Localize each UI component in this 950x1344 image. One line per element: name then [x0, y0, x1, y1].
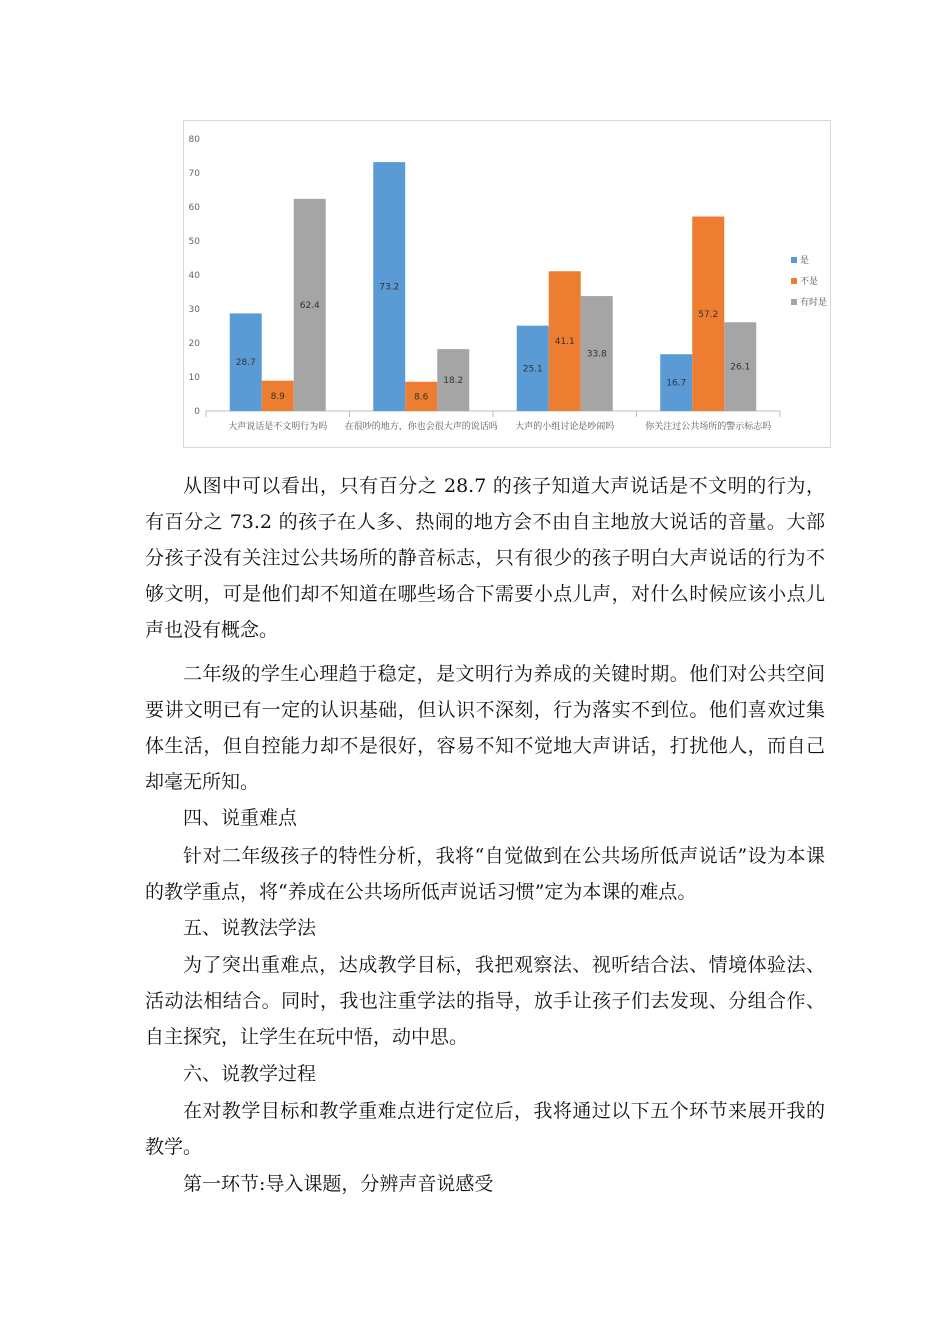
y-tick-label: 80 — [188, 135, 200, 145]
data-label: 73.2 — [379, 282, 400, 293]
data-label: 26.1 — [730, 362, 751, 373]
data-label: 57.2 — [698, 309, 719, 320]
y-tick-label: 40 — [188, 271, 200, 281]
y-tick-label: 20 — [188, 339, 200, 349]
data-label: 8.9 — [270, 391, 285, 402]
heading-teaching-methods: 五、说教法学法 — [183, 917, 317, 939]
paragraph-student-analysis: 二年级的学生心理趋于稳定，是文明行为养成的关键时期。他们对公共空间要讲文明已有一定的认识基础，但认识不深刻，行为落实不到位。他们喜欢过集体生活，但自控能力却不是很好，容易不知不觉地大声讲话，打扰他人，而自己却毫无所知。 — [145, 663, 825, 793]
heading-teaching-process: 六、说教学过程 — [183, 1063, 317, 1085]
paragraph-teaching-methods: 为了突出重难点，达成教学目标，我把观察法、视听结合法、情境体验法、活动法相结合。同时，我也注重学法的指导，放手让孩子们去发现、分组合作、自主探究，让学生在玩中悟，动中思。 — [145, 954, 825, 1048]
data-label: 28.7 — [235, 358, 256, 369]
category-label: 在很吵的地方，你也会很大声的说话吗 — [344, 422, 498, 432]
legend-swatch-2 — [791, 278, 797, 284]
data-label: 16.7 — [666, 378, 687, 389]
survey-bar-chart — [183, 120, 831, 448]
category-label: 大声说话是不文明行为吗 — [228, 422, 328, 432]
y-tick-label: 50 — [188, 237, 200, 247]
heading-first-step: 第一环节:导入课题，分辨声音说感受 — [183, 1173, 494, 1195]
category-label: 你关注过公共场所的警示标志吗 — [645, 422, 772, 432]
legend-swatch-3 — [791, 299, 797, 305]
data-label: 8.6 — [414, 392, 429, 403]
data-label: 41.1 — [554, 337, 575, 348]
y-tick-label: 30 — [188, 305, 200, 315]
paragraph-teaching-process: 在对教学目标和教学重难点进行定位后，我将通过以下五个环节来展开我的教学。 — [145, 1100, 825, 1158]
category-label: 大声的小组讨论是吵闹吗 — [515, 422, 615, 432]
paragraph-survey-analysis: 从图中可以看出，只有百分之 28.7 的孩子知道大声说话是不文明的行为，有百分之 73.2 的孩子在人多、热闹的地方会不由自主地放大说话的音量。大部分孩子没有关注过公共场所的静音标志，只有很少的孩子明白大声说话的行为不够文明，可是他们却不知道在哪些场合下需要小点儿声，对什么时候应该小点儿声也没有概念。 — [145, 475, 825, 641]
data-label: 18.2 — [443, 376, 464, 387]
heading-key-points: 四、说重难点 — [183, 807, 298, 829]
data-label: 25.1 — [522, 364, 543, 375]
legend-label-3: 有时是 — [800, 298, 828, 308]
y-tick-label: 60 — [188, 203, 200, 213]
legend-label-2: 不是 — [800, 277, 819, 287]
data-label: 62.4 — [299, 300, 320, 311]
y-tick-label: 10 — [188, 373, 200, 383]
paragraph-key-points: 针对二年级孩子的特性分析，我将“自觉做到在公共场所低声说话”设为本课的教学重点，将“养成在公共场所低声说话习惯”定为本课的难点。 — [145, 845, 825, 903]
chart-canvas — [184, 121, 830, 447]
legend-swatch-1 — [791, 257, 797, 263]
y-tick-label: 70 — [188, 169, 200, 179]
legend-label-1: 是 — [800, 256, 810, 266]
data-label: 33.8 — [586, 349, 607, 360]
y-tick-label: 0 — [194, 407, 200, 417]
